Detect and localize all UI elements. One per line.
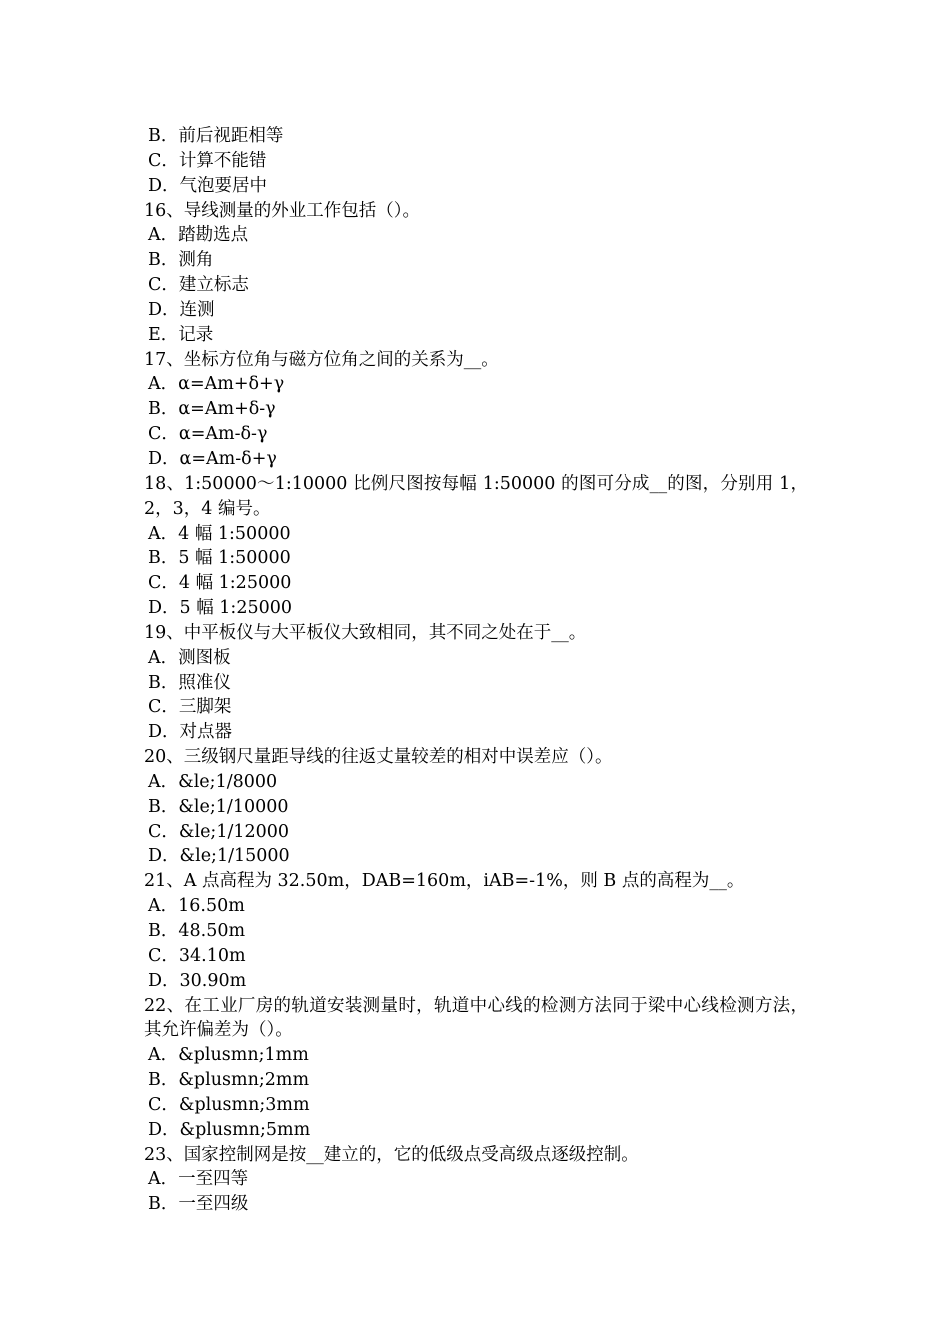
option-line: C．&le;1/12000 bbox=[148, 821, 290, 842]
option-line: C．建立标志 bbox=[148, 275, 249, 296]
option-line: B．α=Am+δ-γ bbox=[148, 399, 276, 420]
option-line: C．34.10m bbox=[148, 945, 246, 966]
option-line: D．气泡要居中 bbox=[148, 175, 268, 196]
question-line: 17、坐标方位角与磁方位角之间的关系为__。 bbox=[144, 349, 499, 370]
option-line: B．一至四级 bbox=[148, 1194, 249, 1215]
option-line: D．&le;1/15000 bbox=[148, 846, 290, 867]
option-line: D．连测 bbox=[148, 299, 215, 320]
option-line: C．α=Am-δ-γ bbox=[148, 424, 268, 445]
question-line: 23、国家控制网是按__建立的，它的低级点受高级点逐级控制。 bbox=[144, 1144, 639, 1165]
option-line: C．三脚架 bbox=[148, 697, 232, 718]
option-line: B．测角 bbox=[148, 250, 214, 271]
option-line: B．48.50m bbox=[148, 921, 246, 941]
option-line: A．4 幅 1:50000 bbox=[148, 523, 291, 544]
option-line: A．测图板 bbox=[148, 647, 231, 668]
option-line: D．30.90m bbox=[148, 970, 247, 991]
option-line: B．照准仪 bbox=[148, 672, 231, 693]
question-line: 19、中平板仪与大平板仪大致相同，其不同之处在于__。 bbox=[144, 622, 587, 643]
option-line: E．记录 bbox=[148, 324, 214, 345]
question-line: 22、在工业厂房的轨道安装测量时，轨道中心线的检测方法同于梁中心线检测方法，其允许偏差为（）。 bbox=[144, 995, 808, 1041]
option-line: B．&le;1/10000 bbox=[148, 796, 289, 817]
option-line: D．对点器 bbox=[148, 722, 233, 743]
option-line: B．5 幅 1:50000 bbox=[148, 548, 291, 569]
option-line: C．计算不能错 bbox=[148, 150, 267, 171]
option-line: C．4 幅 1:25000 bbox=[148, 573, 292, 594]
document-body bbox=[144, 124, 808, 1217]
question-line: 21、A 点高程为 32.50m，DAB=160m，iAB=-1%，则 B 点的高程为__。 bbox=[144, 871, 745, 892]
option-line: A．&le;1/8000 bbox=[148, 771, 278, 792]
option-line: A．一至四等 bbox=[148, 1169, 249, 1190]
question-line: 16、导线测量的外业工作包括（）。 bbox=[144, 200, 421, 221]
option-line: B．前后视距相等 bbox=[148, 126, 284, 146]
option-line: C．&plusmn;3mm bbox=[148, 1094, 310, 1115]
question-line: 18、1:50000～1:10000 比例尺图按每幅 1:50000 的图可分成__的图，分别用 1，2，3，4 编号。 bbox=[144, 473, 808, 519]
option-line: B．&plusmn;2mm bbox=[148, 1070, 310, 1091]
option-line: A．α=Am+δ+γ bbox=[148, 374, 285, 395]
option-line: A．16.50m bbox=[148, 896, 245, 917]
option-line: A．&plusmn;1mm bbox=[148, 1045, 309, 1066]
option-line: D．&plusmn;5mm bbox=[148, 1119, 311, 1140]
option-line: D．5 幅 1:25000 bbox=[148, 598, 292, 619]
question-line: 20、三级钢尺量距导线的往返丈量较差的相对中误差应（）。 bbox=[144, 747, 613, 768]
option-line: D．α=Am-δ+γ bbox=[148, 448, 277, 469]
option-line: A．踏勘选点 bbox=[148, 225, 249, 246]
